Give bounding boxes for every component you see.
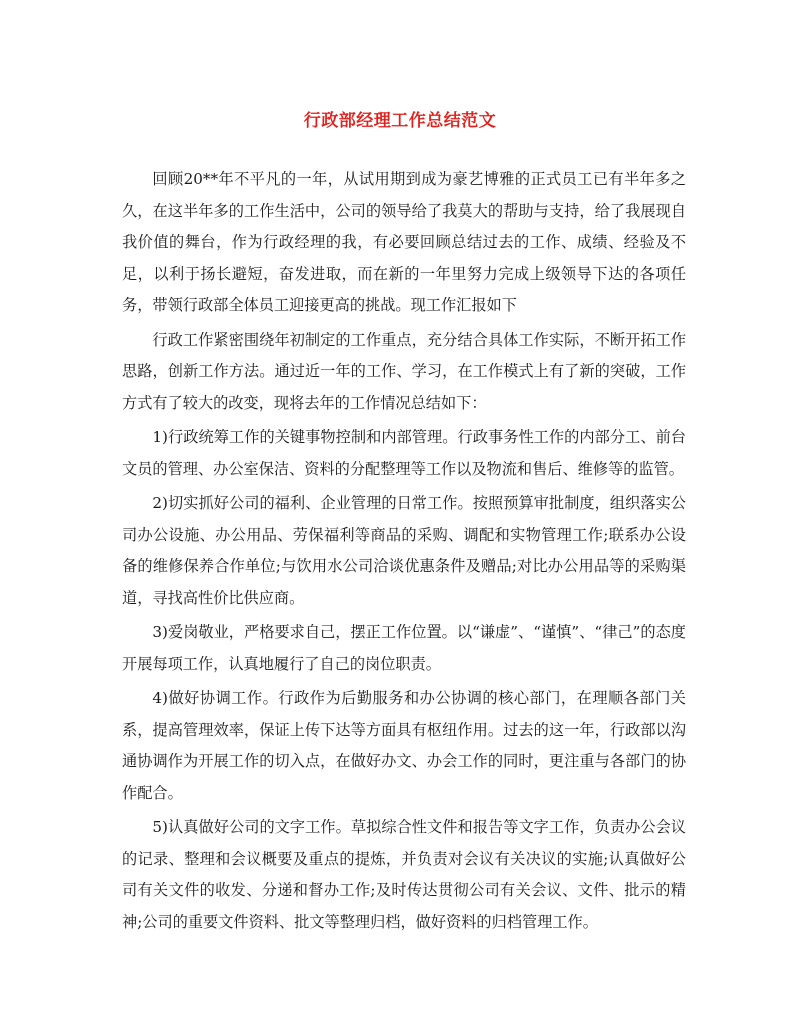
paragraph-item-4: 4)做好协调工作。行政作为后勤服务和办公协调的核心部门，在理顺各部门关系，提高管理效率，保证上传下达等方面具有枢纽作用。过去的这一年，行政部以沟通协调作为开展工作的切入点，在做好办文、办会工作的同时，更注重与各部门的协作配合。 <box>122 689 686 802</box>
document-body <box>122 164 686 941</box>
paragraph-overview: 行政工作紧密围绕年初制定的工作重点，充分结合具体工作实际，不断开拓工作思路，创新工作方法。通过近一年的工作、学习，在工作模式上有了新的突破，工作方式有了较大的改变，现将去年的工作情况总结如下： <box>122 330 686 412</box>
paragraph-intro: 回顾20**年不平凡的一年，从试用期到成为豪艺博雅的正式员工已有半年多之久，在这半年多的工作生活中，公司的领导给了我莫大的帮助与支持，给了我展现自我价值的舞台，作为行政经理的我，有必要回顾总结过去的工作、成绩、经验及不足，以利于扬长避短，奋发进取，而在新的一年里努力完成上级领导下达的各项任务，带领行政部全体员工迎接更高的挑战。现工作汇报如下 <box>122 170 686 314</box>
paragraph-item-5: 5)认真做好公司的文字工作。草拟综合性文件和报告等文字工作，负责办公会议的记录、整理和会议概要及重点的提炼，并负责对会议有关决议的实施;认真做好公司有关文件的收发、分递和督办工作;及时传达贯彻公司有关会议、文件、批示的精神;公司的重要文件资料、批文等整理归档，做好资料的归档管理工作。 <box>122 818 686 931</box>
document-title: 行政部经理工作总结范文 <box>303 111 497 131</box>
paragraph-item-2: 2)切实抓好公司的福利、企业管理的日常工作。按照预算审批制度，组织落实公司办公设施、办公用品、劳保福利等商品的采购、调配和实物管理工作;联系办公设备的维修保养合作单位;与饮用水公司洽谈优惠条件及赠品;对比办公用品等的采购渠道，寻找高性价比供应商。 <box>122 494 686 607</box>
paragraph-item-1: 1)行政统筹工作的关键事物控制和内部管理。行政事务性工作的内部分工、前台文员的管理、办公室保洁、资料的分配整理等工作以及物流和售后、维修等的监管。 <box>122 428 686 478</box>
paragraph-item-3: 3)爱岗敬业，严格要求自己，摆正工作位置。以“谦虚”、“谨慎”、“律己”的态度开展每项工作，认真地履行了自己的岗位职责。 <box>122 623 686 673</box>
